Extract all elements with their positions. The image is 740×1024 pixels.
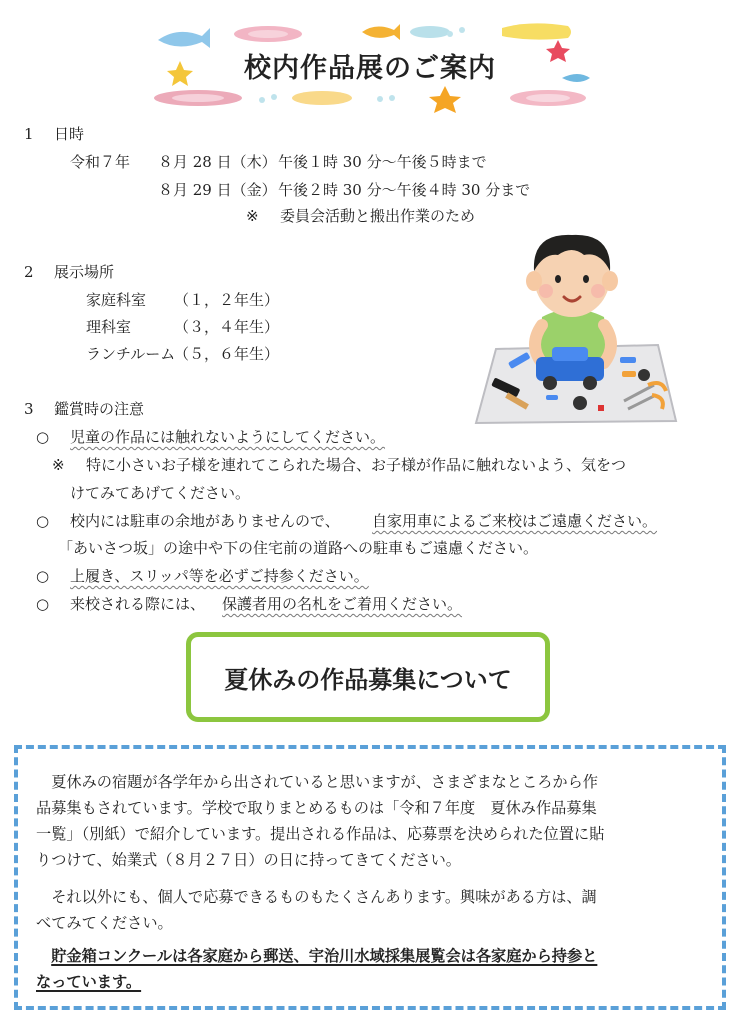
caution-note-1b: けてみてあげてください。 bbox=[70, 484, 251, 502]
section1-note: 委員会活動と搬出作業のため bbox=[280, 207, 476, 225]
section1-heading: 日時 bbox=[54, 125, 85, 143]
page-title: 校内作品展のご案内 bbox=[244, 53, 496, 84]
box-para2-line2: べてみてください。 bbox=[36, 914, 173, 932]
note-mark: ※ bbox=[52, 456, 65, 474]
box-para3-line2-text: なっています。 bbox=[36, 973, 142, 991]
place-room: 家庭科室 bbox=[86, 291, 147, 309]
bullet-circle: ○ bbox=[36, 595, 50, 613]
caution-item-4a: 来校される際には、 bbox=[70, 595, 206, 613]
section1-era: 令和７年 bbox=[70, 153, 131, 171]
box-para3-line1 bbox=[36, 943, 712, 970]
section1-note-mark: ※ bbox=[246, 207, 259, 225]
title-decoration bbox=[150, 18, 590, 113]
place-grades: （１，２年生） bbox=[174, 291, 280, 309]
bullet-circle: ○ bbox=[36, 428, 50, 446]
section2-heading: 展示場所 bbox=[54, 263, 115, 281]
box-para3-line2 bbox=[36, 969, 712, 996]
caution-item-2b: 自家用車によるご来校はご遠慮ください。 bbox=[372, 512, 658, 530]
place-grades: （５，６年生） bbox=[174, 345, 280, 363]
box-para2-line1: それ以外にも、個人で応募できるものもたくさんあります。興味がある方は、調 bbox=[51, 888, 597, 906]
caution-note-1a: 特に小さいお子様を連れてこられた場合、お子様が作品に触れないよう、気をつ bbox=[86, 456, 627, 474]
caution-item-3: 上履き、スリッパ等を必ずご持参ください。 bbox=[70, 567, 369, 585]
box-para1-line2: 品募集もされています。学校で取りまとめるものは「令和７年度 夏休み作品募集 bbox=[36, 799, 597, 817]
caution-item-2c: 「あいさつ坂」の途中や下の住宅前の道路への駐車もご遠慮ください。 bbox=[58, 539, 539, 557]
section1-date2: ８月 29 日（金） bbox=[158, 181, 277, 199]
caution-item-2a: 校内には駐車の余地がありませんので、 bbox=[70, 512, 340, 530]
caution-item-4b: 保護者用の名札をご着用ください。 bbox=[222, 595, 463, 613]
box-para1-line4: りつけて、始業式（８月２７日）の日に持ってきてください。 bbox=[36, 851, 461, 869]
box-para1-line3: 一覧」（別紙）で紹介しています。提出される作品は、応募票を決められた位置に貼 bbox=[36, 825, 605, 843]
place-grades: （３，４年生） bbox=[174, 318, 280, 336]
section3-heading: 鑑賞時の注意 bbox=[54, 400, 145, 418]
section1-number: 1 bbox=[24, 125, 34, 143]
bullet-circle: ○ bbox=[36, 567, 50, 585]
bullet-circle: ○ bbox=[36, 512, 50, 530]
place-room: ランチルーム bbox=[86, 345, 176, 363]
section1-date1: ８月 28 日（木） bbox=[158, 153, 277, 171]
section2-number: 2 bbox=[24, 263, 34, 281]
box-para1-line1: 夏休みの宿題が各学年から出されていると思いますが、さまざまなところから作 bbox=[51, 773, 598, 791]
summer-works-banner: 夏休みの作品募集について bbox=[186, 632, 550, 722]
section1-time2: 午後２時 30 分～午後４時 30 分まで bbox=[278, 181, 531, 199]
section3-number: 3 bbox=[24, 400, 34, 418]
boy-crafting-illustration bbox=[472, 225, 682, 425]
section1-time1: 午後１時 30 分～午後５時まで bbox=[278, 153, 487, 171]
caution-item-1: 児童の作品には触れないようにしてください。 bbox=[70, 428, 386, 446]
place-room: 理科室 bbox=[86, 318, 132, 336]
box-para3-line1-text: 貯金箱コンクールは各家庭から郵送、宇治川水域採集展覧会は各家庭から持参と bbox=[51, 947, 598, 965]
